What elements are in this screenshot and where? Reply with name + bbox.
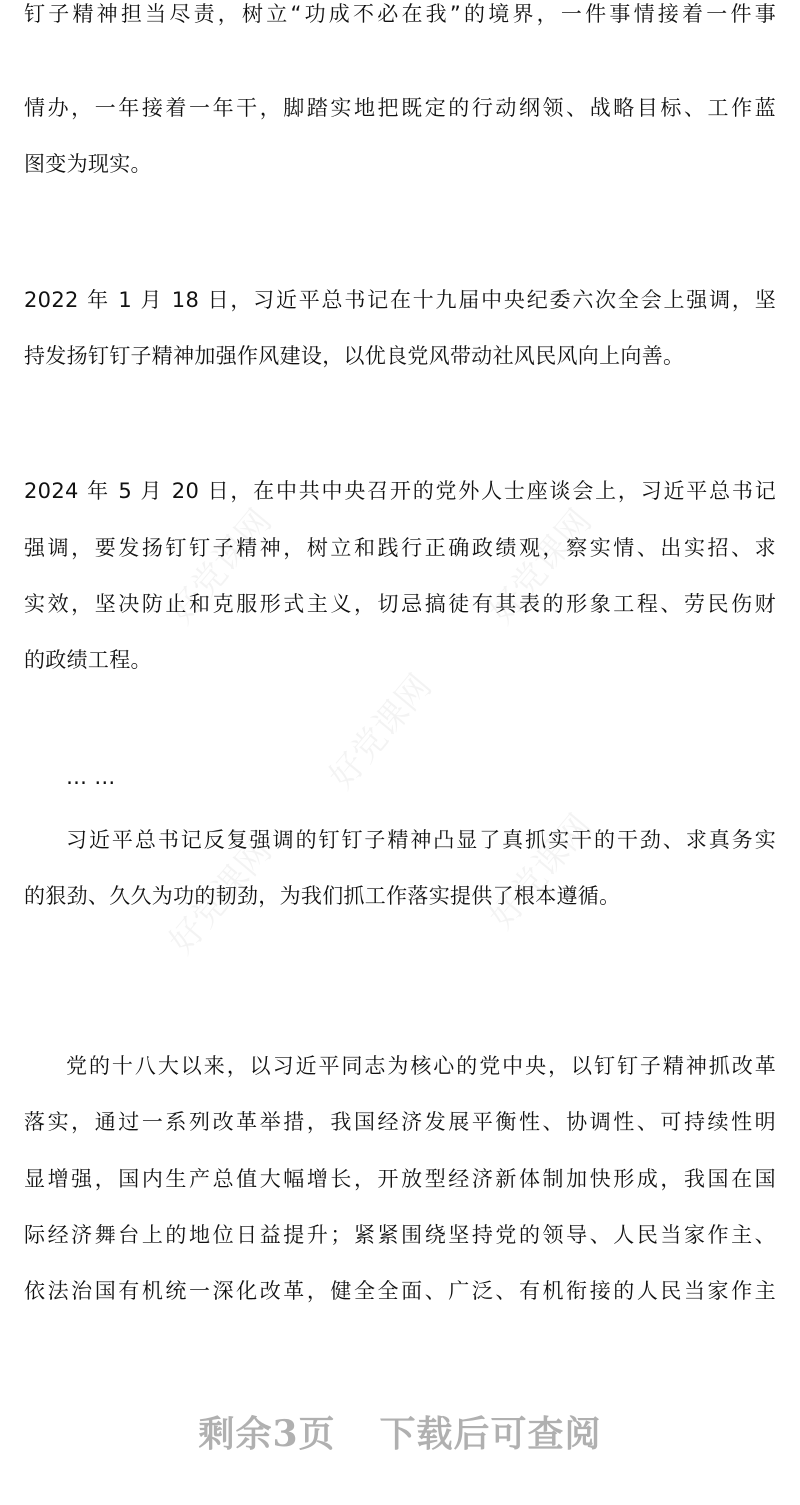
paragraph-line: 钉子精神担当尽责，树立“功成不必在我”的境界，一件事情接着一件事 (24, 2, 776, 26)
paragraph-line: 强调，要发扬钉钉子精神，树立和践行正确政绩观，察实情、出实招、求 (24, 536, 776, 560)
paragraph-line: 习近平总书记反复强调的钉钉子精神凸显了真抓实干的干劲、求真务实 (66, 828, 776, 852)
paragraph-line: 2024 年 5 月 20 日，在中共中央召开的党外人士座谈会上，习近平总书记 (24, 479, 776, 503)
download-notice[interactable] (0, 1406, 800, 1457)
paragraph-line: 际经济舞台上的地位日益提升；紧紧围绕坚持党的领导、人民当家作主、 (24, 1223, 776, 1247)
download-to-view-label: 下载后可查阅 (379, 1413, 602, 1455)
paragraph-line: 持发扬钉钉子精神加强作风建设，以优良党风带动社风民风向上向善。 (24, 344, 685, 368)
paragraph-line: 的狠劲、久久为功的韧劲，为我们抓工作落实提供了根本遵循。 (24, 884, 621, 908)
paragraph-line: 落实，通过一系列改革举措，我国经济发展平衡性、协调性、可持续性明 (24, 1110, 776, 1134)
ellipsis: … … (66, 765, 116, 789)
paragraph-line: 显增强，国内生产总值大幅增长，开放型经济新体制加快形成，我国在国 (24, 1167, 776, 1191)
paragraph-line: 依法治国有机统一深化改革，健全全面、广泛、有机衔接的人民当家作主 (24, 1279, 776, 1303)
remaining-pages-label: 剩余3页 (198, 1413, 336, 1455)
paragraph-line: 情办，一年接着一年干，脚踏实地把既定的行动纲领、战略目标、工作蓝 (24, 96, 776, 120)
paragraph-line: 实效，坚决防止和克服形式主义，切忌搞徒有其表的形象工程、劳民伤财 (24, 592, 776, 616)
watermark (476, 802, 601, 938)
paragraph-line: 2022 年 1 月 18 日，习近平总书记在十九届中央纪委六次全会上强调，坚 (24, 288, 776, 312)
paragraph-line: 的政绩工程。 (24, 648, 152, 672)
paragraph-line: 党的十八大以来，以习近平同志为核心的党中央，以钉钉子精神抓改革 (66, 1054, 776, 1078)
paragraph-line: 图变为现实。 (24, 152, 152, 176)
